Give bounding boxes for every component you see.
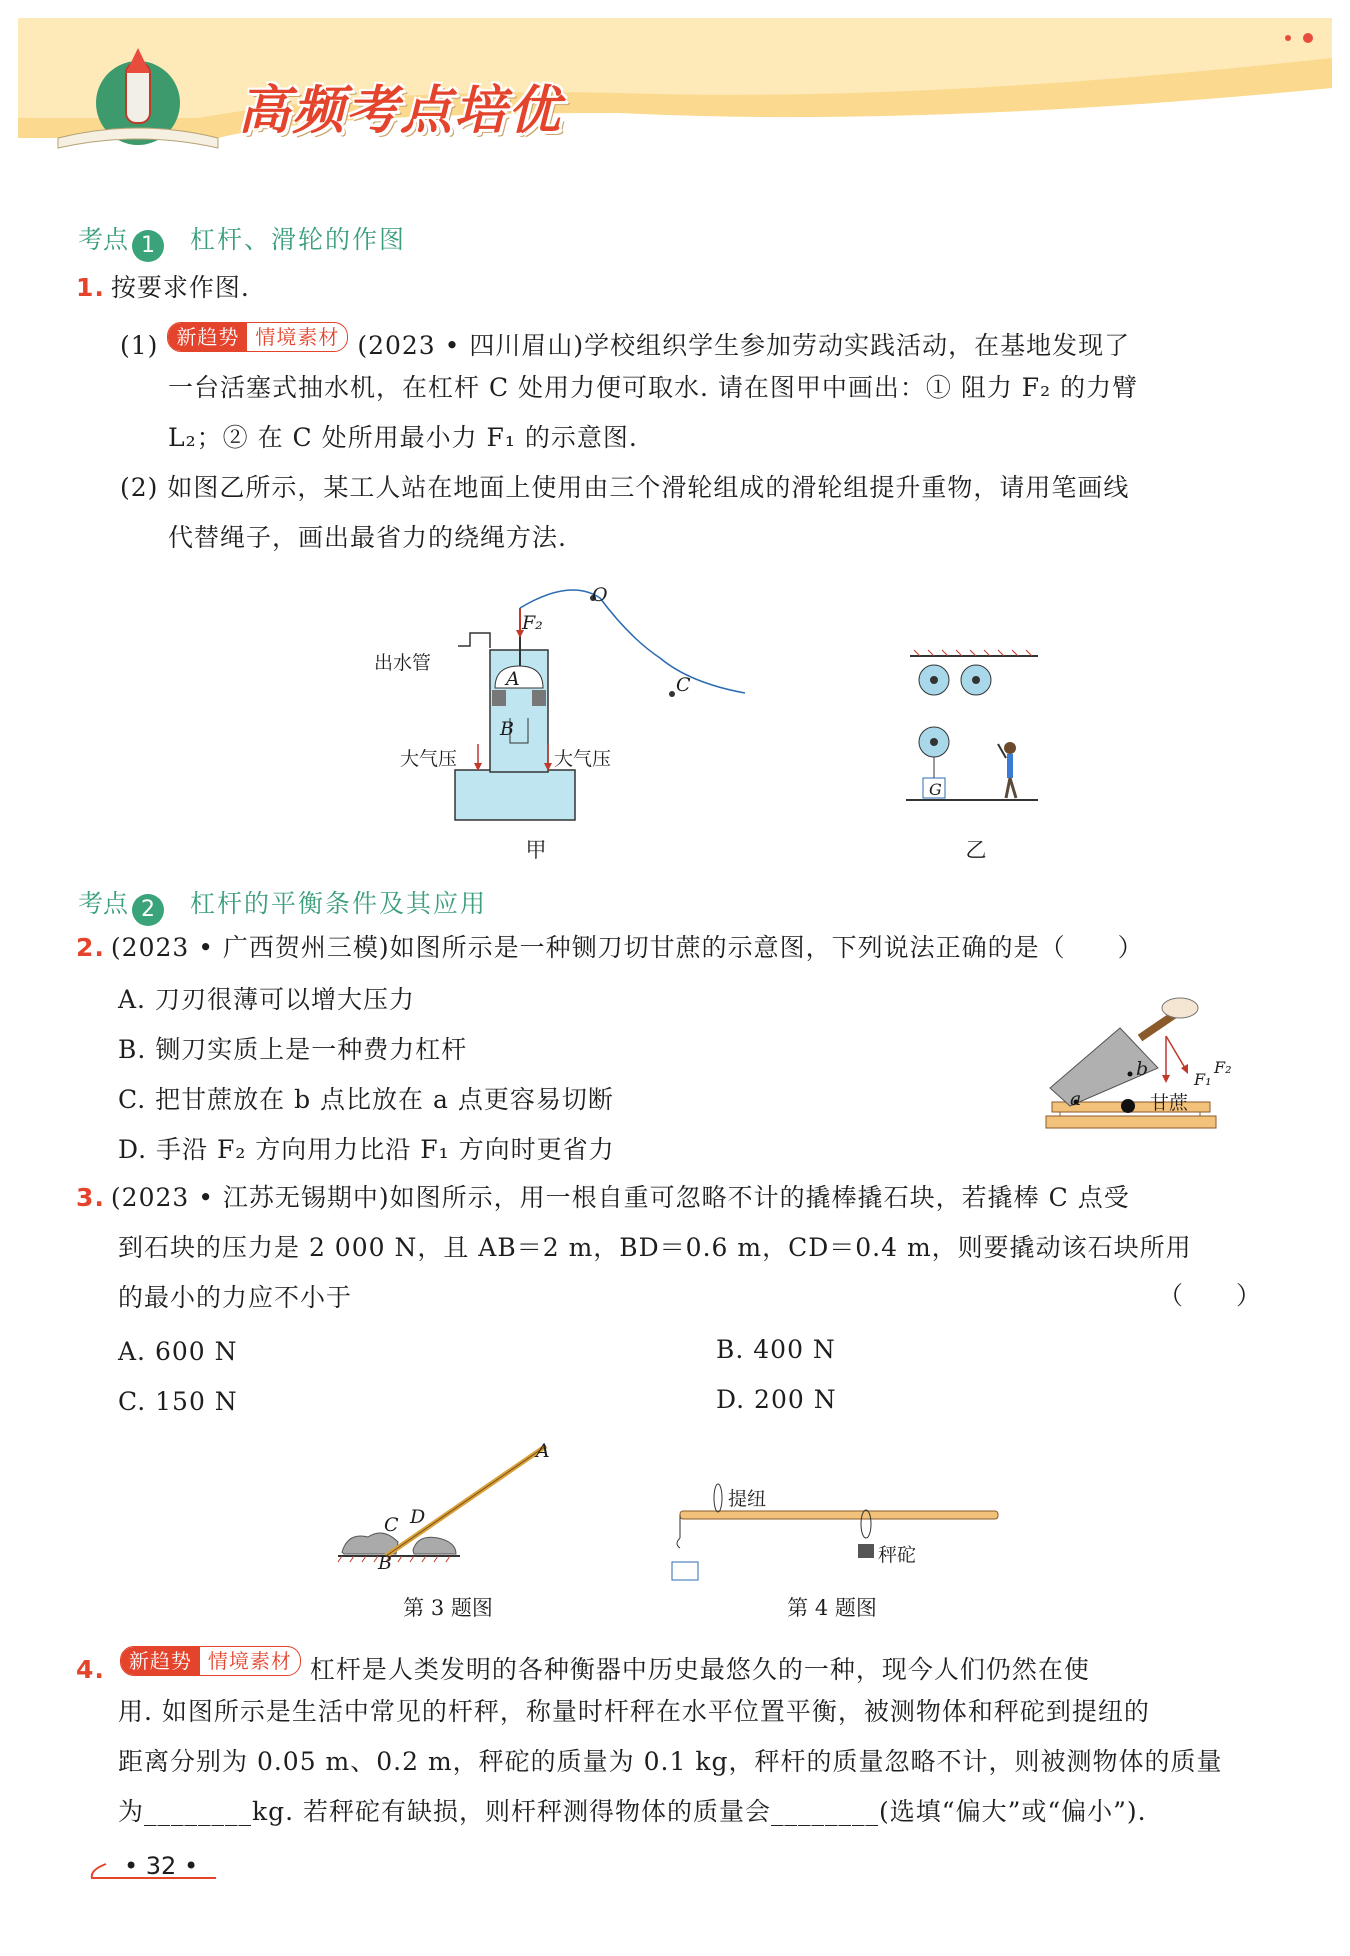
- label-weight: 秤砣: [878, 1544, 917, 1566]
- question-text: (2023 • 江苏无锡期中)如图所示，用一根自重可忽略不计的撬棒撬石块，若撬棒 C 点受: [110, 1183, 1130, 1212]
- tag-new: 新趋势: [168, 323, 247, 351]
- label-C: C: [384, 1514, 399, 1536]
- q1-part2-line1: (2) 如图乙所示，某工人站在地面上使用由三个滑轮组成的滑轮组提升重物，请用笔画线: [120, 473, 1130, 502]
- label-F2: F₂: [1214, 1058, 1232, 1077]
- q1-part1-line2: 一台活塞式抽水机，在杠杆 C 处用力便可取水. 请在图甲中画出：① 阻力 F₂ 的力臂: [168, 373, 1139, 402]
- caption-jia: 甲: [525, 838, 547, 862]
- part-label: (1): [120, 331, 159, 360]
- label-b: b: [1136, 1058, 1149, 1080]
- q3-option-d: D. 200 N: [716, 1385, 837, 1414]
- section-title: 杠杆的平衡条件及其应用: [190, 889, 488, 918]
- label-A: A: [506, 668, 520, 690]
- q3-option-b: B. 400 N: [716, 1335, 836, 1364]
- q1-part1-line1: [120, 322, 1130, 362]
- section-number: 2: [132, 894, 164, 926]
- trend-tag: [167, 322, 348, 352]
- q2-option-b: B. 铡刀实质上是一种费力杠杆: [118, 1035, 468, 1064]
- label-D: D: [410, 1506, 426, 1528]
- page-number: • 32 •: [124, 1852, 199, 1880]
- q2-option-c: C. 把甘蔗放在 b 点比放在 a 点更容易切断: [118, 1085, 614, 1114]
- label-F1: F₁: [1194, 1070, 1212, 1089]
- q2-option-d: D. 手沿 F₂ 方向用力比沿 F₁ 方向时更省力: [118, 1135, 615, 1164]
- trend-tag: [120, 1646, 301, 1676]
- section-header-2: [78, 884, 487, 926]
- question-3-line2: 到石块的压力是 2 000 N，且 AB＝2 m，BD＝0.6 m，CD＝0.4 m，则要撬动该石块所用: [118, 1233, 1192, 1262]
- question-number: 2.: [76, 933, 105, 962]
- question-text: 按要求作图.: [110, 273, 250, 302]
- question-number: 3.: [76, 1183, 105, 1212]
- header-banner: [18, 18, 1332, 178]
- figure-pulley: [906, 650, 1046, 810]
- q1-part2-line2: 代替绳子，画出最省力的绕绳方法.: [168, 523, 567, 552]
- label-A: A: [536, 1440, 550, 1462]
- section-label: 考点: [78, 889, 129, 918]
- question-4-line3: 距离分别为 0.05 m、0.2 m，秤砣的质量为 0.1 kg，秤杆的质量忽略不计，则被测物体的质量: [118, 1747, 1223, 1776]
- tag-context: 情境素材: [255, 325, 340, 349]
- question-3-line1: [76, 1182, 1130, 1214]
- label-B: B: [378, 1552, 392, 1574]
- label-outlet: 出水管: [374, 652, 432, 674]
- q1-part1-line3: L₂；② 在 C 处所用最小力 F₁ 的示意图.: [168, 423, 638, 452]
- q2-option-a: A. 刀刃很薄可以增大压力: [118, 985, 415, 1014]
- question-3-line3: 的最小的力应不小于: [118, 1283, 353, 1312]
- section-title: 杠杆、滑轮的作图: [190, 225, 407, 254]
- section-label: 考点: [78, 225, 129, 254]
- label-O: O: [592, 584, 608, 606]
- banner-title: 高频考点培优: [238, 81, 563, 141]
- caption-fig3: 第 3 题图: [403, 1596, 493, 1620]
- question-2-stem: [76, 932, 1144, 964]
- section-number: 1: [132, 230, 164, 262]
- q3-option-c: C. 150 N: [118, 1387, 238, 1416]
- question-text: (2023 • 广西贺州三模)如图所示是一种铡刀切甘蔗的示意图，下列说法正确的是（ ）: [110, 933, 1144, 962]
- question-4-line4: 为________kg. 若秤砣有缺损，则杆秤测得物体的质量会________(选填“偏大”或“偏小”).: [118, 1797, 1147, 1826]
- label-cane: 甘蔗: [1150, 1092, 1189, 1114]
- label-F2: F₂: [522, 612, 543, 634]
- label-knob: 提纽: [728, 1488, 767, 1510]
- label-G: G: [929, 780, 942, 799]
- question-text: 杠杆是人类发明的各种衡器中历史最悠久的一种，现今人们仍然在使: [309, 1655, 1090, 1684]
- answer-paren: （ ）: [1158, 1281, 1263, 1310]
- tag-context: 情境素材: [207, 1649, 292, 1673]
- figure-pump: [370, 578, 730, 828]
- question-number: 4.: [76, 1655, 105, 1684]
- label-air-right: 大气压: [554, 748, 612, 770]
- figure-steelyard: [660, 1478, 1000, 1568]
- label-air-left: 大气压: [400, 748, 458, 770]
- label-C: C: [676, 674, 691, 696]
- question-4-line2: 用. 如图所示是生活中常见的杆秤，称量时杆秤在水平位置平衡，被测物体和秤砣到提纽的: [118, 1697, 1150, 1726]
- label-a: a: [1070, 1088, 1082, 1110]
- section-header-1: [78, 220, 406, 262]
- question-4-line1: [76, 1646, 1090, 1686]
- label-B: B: [500, 718, 514, 740]
- q3-option-a: A. 600 N: [118, 1337, 238, 1366]
- banner-background: [18, 18, 1332, 178]
- caption-fig4: 第 4 题图: [787, 1596, 877, 1620]
- figure-crowbar: [338, 1442, 558, 1552]
- part-text: (2023 • 四川眉山)学校组织学生参加劳动实践活动，在基地发现了: [357, 331, 1131, 360]
- question-1-stem: [76, 272, 250, 304]
- tag-new: 新趋势: [121, 1647, 200, 1675]
- caption-yi: 乙: [965, 838, 987, 862]
- question-number: 1.: [76, 273, 105, 302]
